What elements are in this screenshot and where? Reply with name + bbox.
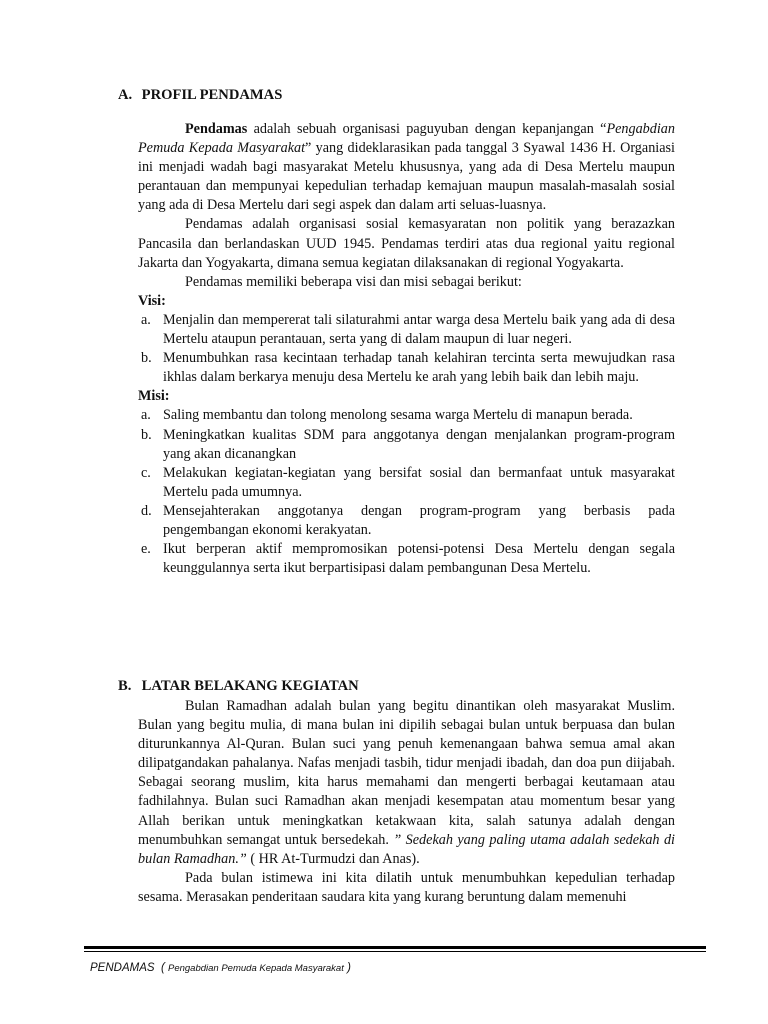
list-item: [138, 406, 675, 425]
footer-name: PENDAMAS: [90, 962, 155, 974]
list-item: [138, 464, 675, 502]
pendamas-bold: Pendamas: [185, 121, 248, 137]
footer-subtitle: Pengabdian Pemuda Kepada Masyarakat: [167, 963, 344, 974]
p1-italic-name: Pengabdian Pemuda Kepada Masyarakat: [138, 121, 675, 157]
list-item-text: Meningkatkan kualitas SDM para anggotanya dengan menjalankan program-program yang akan dicanangkan: [163, 426, 675, 462]
footer-paren-close: ): [347, 962, 351, 974]
p1-text-b: ” yang dideklarasikan pada tanggal 3 Syawal 1436 H. Organiasi ini menjadi wadah bagi masyarakat Metelu khususnya, yang ada di Desa Mertelu maupun perantauan dan mempunyai kepedulian terhadap kemajuan maupun masalah-masalah sosial yang ada di Desa Mertelu dari segi aspek dan dalam arti seluas-luasnya.: [138, 140, 675, 214]
section-a-number: A.: [118, 87, 133, 103]
list-item: [138, 502, 675, 540]
list-item-text: Menumbuhkan rasa kecintaan terhadap tanah kelahiran tercinta serta mewujudkan rasa ikhlas dalam berkarya menuju desa Mertelu ke arah yang lebih baik dan lebih maju.: [163, 350, 675, 386]
list-item: [138, 349, 675, 387]
hadith-source: ( HR At-Turmudzi dan Anas).: [246, 850, 420, 867]
section-a-paragraph-1: [138, 120, 675, 215]
section-b-title: LATAR BELAKANG KEGIATAN: [141, 678, 359, 694]
list-marker: e.: [141, 541, 151, 558]
list-marker: d.: [141, 502, 152, 519]
visi-list: [138, 311, 675, 387]
list-marker: a.: [141, 407, 151, 424]
page-footer: [90, 962, 351, 974]
misi-list: [138, 406, 675, 578]
list-item: [138, 311, 675, 349]
section-b-paragraph-1: [138, 697, 675, 869]
section-a-paragraph-2: Pendamas adalah organisasi sosial kemasyaratan non politik yang berazazkan Pancasila dan berlandaskan UUD 1945. Pendamas terdiri atas dua regional yaitu regional Jakarta dan Yogyakarta, dimana semua kegiatan dilaksanakan di regional Yogyakarta.: [138, 216, 675, 271]
footer-rule-thin: [84, 951, 706, 952]
footer-rule-thick: [84, 946, 706, 949]
list-item-text: Ikut berperan aktif mempromosikan potensi-potensi Desa Mertelu dengan segala keunggulannya serta ikut berpartisipasi dalam pembangunan Desa Mertelu.: [163, 541, 675, 577]
list-item: [138, 426, 675, 464]
list-item-text: Mensejahterakan anggotanya dengan program-program yang berbasis pada pengembangan ekonomi kerakyatan.: [163, 502, 675, 538]
misi-label: Misi:: [138, 388, 170, 405]
section-b-body: [138, 697, 675, 907]
list-item-text: Melakukan kegiatan-kegiatan yang bersifat sosial dan bermanfaat untuk masyarakat Mertelu pada umumnya.: [163, 464, 675, 500]
visi-label: Visi:: [138, 292, 166, 309]
p1-text-a: adalah sebuah organisasi paguyuban dengan kepanjangan “: [247, 121, 607, 137]
hadith-quote: ” Sedekah yang paling utama adalah sedekah di bulan Ramadhan.”: [138, 831, 675, 867]
section-a-heading: [118, 87, 282, 104]
section-a-body: [138, 120, 675, 578]
p1-text: Bulan Ramadhan adalah bulan yang begitu dinantikan oleh masyarakat Muslim. Bulan yang begitu mulia, di mana bulan ini dipilih sebagai bulan untuk berpuasa dan bulan diturunkannya Al-Quran. Bulan suci yang penuh kemenangaan bahwa semua amal akan dilipatgandakan pahalanya. Nafas menjadi tasbih, tidur menjadi ibadah, dan doa pun diijabah. Sebagai seorang muslim, kita harus memahami dan mengerti berbagai keutamaan atau fadhilahnya. Bulan suci Ramadhan akan menjadi kesempatan atau momentum besar yang Allah berikan untuk meningkatkan ketakwaan kita, salah satunya adalah dengan menumbuhkan semangat untuk bersedekah.: [138, 698, 675, 848]
section-b-heading: [118, 678, 359, 695]
section-a-title: PROFIL PENDAMAS: [141, 87, 283, 103]
section-b-number: B.: [118, 678, 132, 694]
list-marker: c.: [141, 464, 151, 481]
list-item-text: Saling membantu dan tolong menolong sesama warga Mertelu di manapun berada.: [163, 407, 633, 424]
list-marker: b.: [141, 426, 152, 443]
list-marker: a.: [141, 311, 151, 328]
footer-paren-open: (: [160, 962, 165, 974]
section-a-paragraph-3: Pendamas memiliki beberapa visi dan misi sebagai berikut:: [185, 273, 522, 290]
list-item: [138, 540, 675, 578]
list-item-text: Menjalin dan mempererat tali silaturahmi antar warga desa Mertelu baik yang ada di desa Mertelu ataupun perantauan, serta yang di dalam maupun di luar negeri.: [163, 311, 675, 348]
list-marker: b.: [141, 350, 152, 367]
section-b-paragraph-2: Pada bulan istimewa ini kita dilatih untuk menumbuhkan kepedulian terhadap sesama. Merasakan penderitaan saudara kita yang kurang beruntung dalam memenuhi: [138, 869, 675, 905]
